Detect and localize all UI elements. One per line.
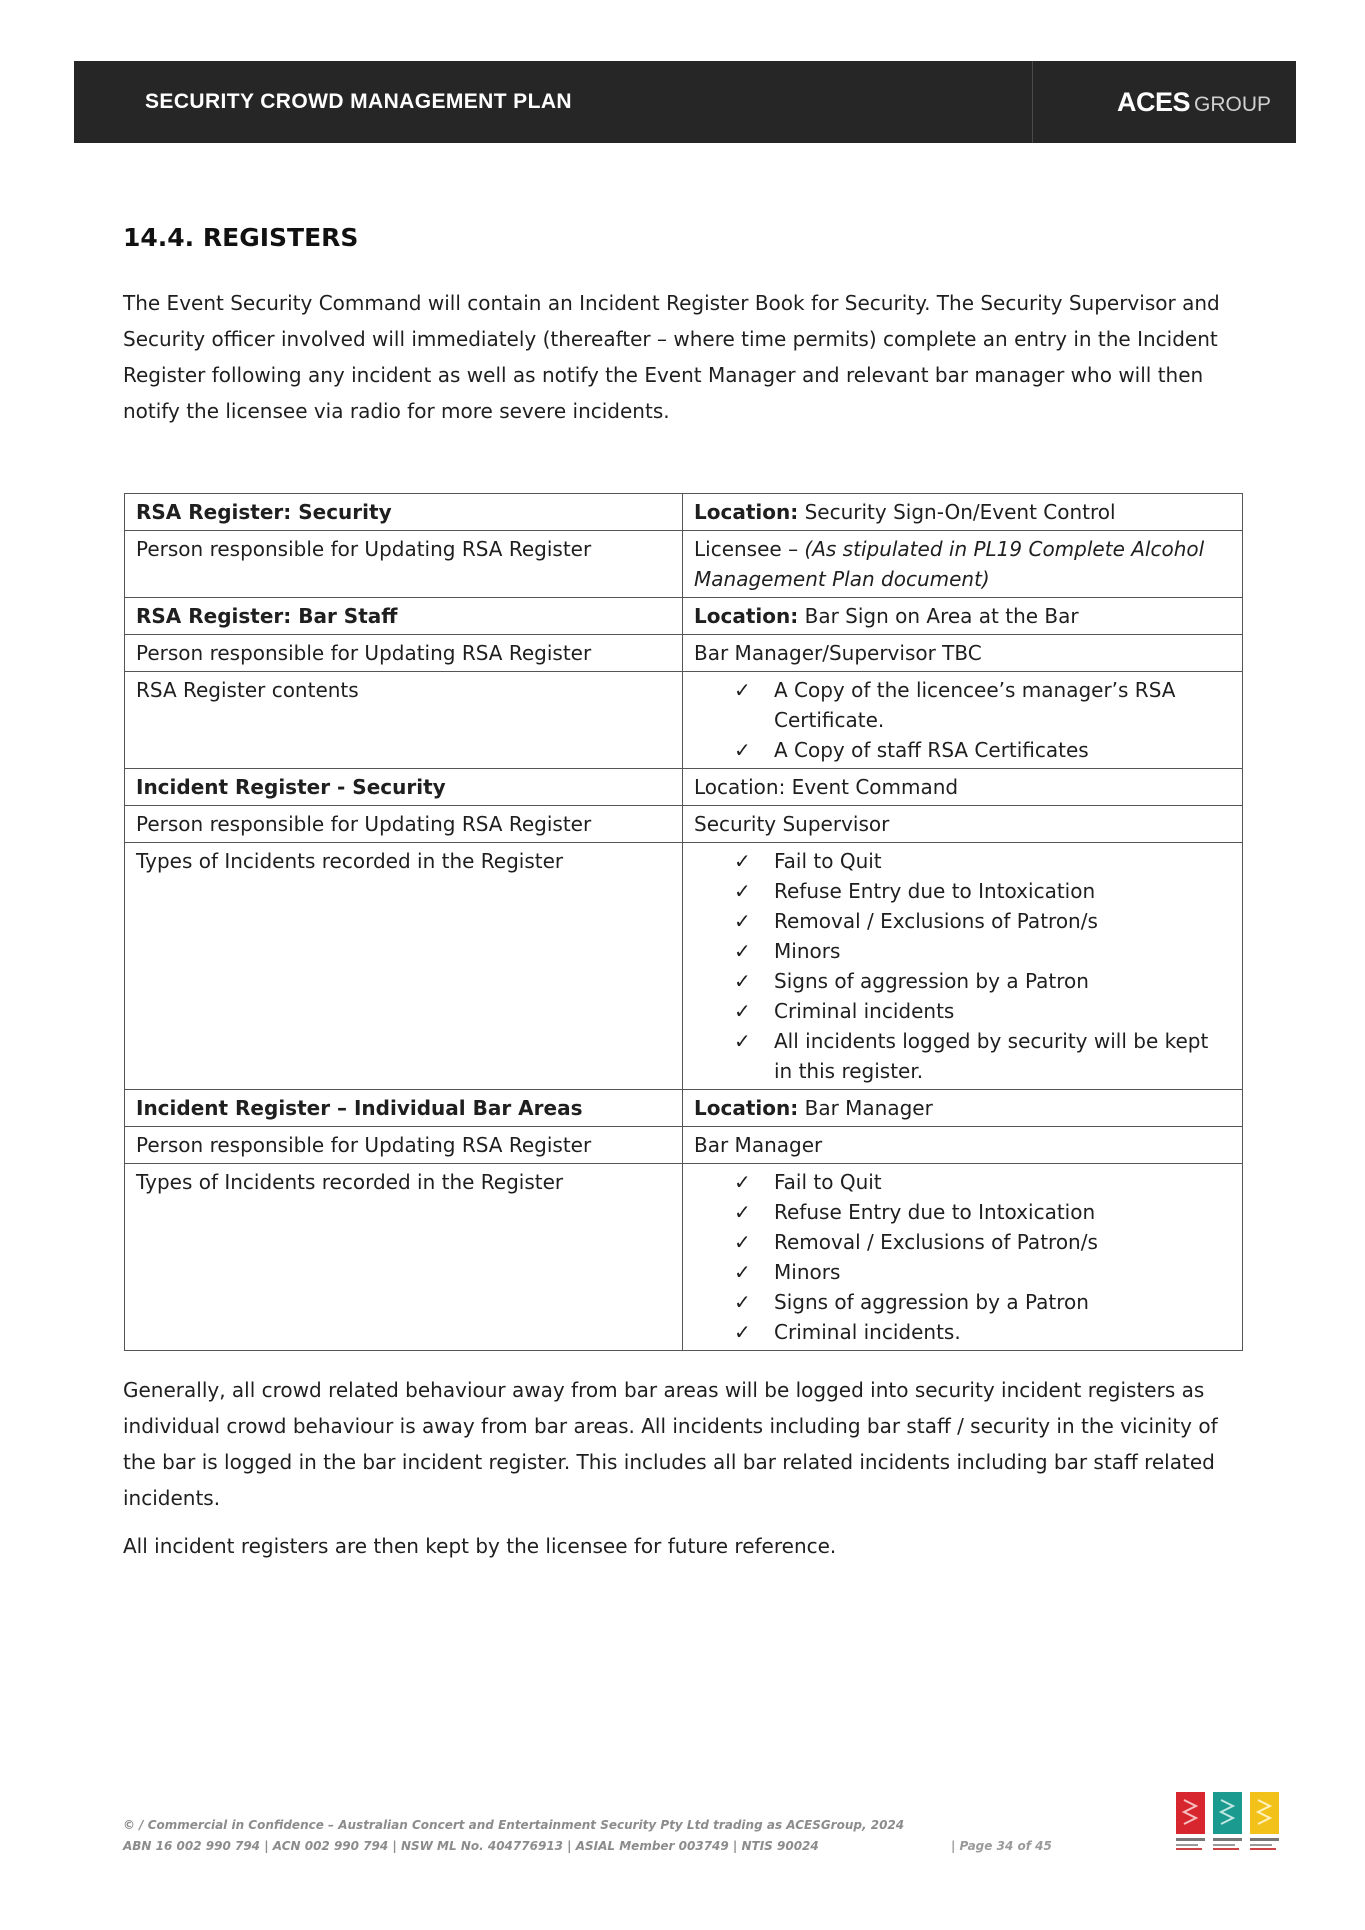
register-label-cell: Person responsible for Updating RSA Register	[125, 635, 683, 672]
checklist-text: Fail to Quit	[774, 849, 882, 873]
checklist-text: Minors	[774, 1260, 841, 1284]
register-value-text: Bar Manager	[798, 1096, 933, 1120]
check-icon: ✓	[734, 909, 751, 933]
list-item	[734, 735, 1231, 765]
table-row	[125, 769, 1243, 806]
check-icon: ✓	[734, 1029, 751, 1053]
register-value-text: Location: Event Command	[694, 775, 959, 799]
check-icon: ✓	[734, 1230, 751, 1254]
register-label-cell: Person responsible for Updating RSA Register	[125, 806, 683, 843]
brand-name-light: GROUP	[1193, 93, 1271, 116]
register-label-cell: Person responsible for Updating RSA Register	[125, 1127, 683, 1164]
table-row	[125, 843, 1243, 1090]
checklist	[694, 675, 1231, 765]
registers-table	[124, 493, 1243, 1351]
table-row	[125, 1127, 1243, 1164]
page-number: | Page 34 of 45	[951, 1839, 1052, 1853]
table-row	[125, 1090, 1243, 1127]
register-value-text: Security Supervisor	[694, 812, 890, 836]
registers-kept-paragraph: All incident registers are then kept by the licensee for future reference.	[123, 1534, 837, 1558]
checklist	[694, 846, 1231, 1086]
checklist-text: Fail to Quit	[774, 1170, 882, 1194]
check-icon: ✓	[734, 849, 751, 873]
check-icon: ✓	[734, 1200, 751, 1224]
company-logo	[1117, 61, 1271, 143]
register-label-cell: RSA Register: Bar Staff	[125, 598, 683, 635]
certification-logos	[1174, 1790, 1282, 1854]
checklist-text: Signs of aggression by a Patron	[774, 969, 1089, 993]
register-value-cell	[683, 598, 1243, 635]
checklist-text: Removal / Exclusions of Patron/s	[774, 909, 1098, 933]
check-icon: ✓	[734, 1290, 751, 1314]
register-value-text: Security Sign-On/Event Control	[798, 500, 1116, 524]
checklist-text: Signs of aggression by a Patron	[774, 1290, 1089, 1314]
register-value-cell	[683, 635, 1243, 672]
register-value-text: Bar Manager	[694, 1133, 823, 1157]
register-value-cell	[683, 531, 1243, 598]
quality-cert-icon	[1176, 1792, 1205, 1834]
safety-cert-icon	[1250, 1792, 1279, 1834]
check-icon: ✓	[734, 678, 751, 702]
table-row	[125, 806, 1243, 843]
environment-cert-icon	[1213, 1792, 1242, 1834]
crowd-behaviour-paragraph: Generally, all crowd related behaviour away from bar areas will be logged into security incident registers as individual crowd behaviour is away from bar areas. All incidents including bar staff / security in the vicinity of the bar is logged in the bar incident register. This includes all bar related incidents including bar staff related incidents.	[123, 1378, 1218, 1510]
register-label-cell: Incident Register – Individual Bar Areas	[125, 1090, 683, 1127]
location-label: Location:	[694, 1096, 799, 1120]
checklist-text: Criminal incidents.	[774, 1320, 961, 1344]
document-title: SECURITY CROWD MANAGEMENT PLAN	[145, 90, 572, 113]
checklist	[694, 1167, 1231, 1347]
list-item	[734, 1167, 1231, 1197]
table-row	[125, 1164, 1243, 1351]
register-value-cell	[683, 1127, 1243, 1164]
list-item	[734, 996, 1231, 1026]
page-header	[74, 61, 1296, 143]
section-heading: 14.4. REGISTERS	[123, 223, 359, 252]
register-value-cell	[683, 806, 1243, 843]
register-label-cell: RSA Register contents	[125, 672, 683, 769]
check-icon: ✓	[734, 969, 751, 993]
register-value-text: Licensee –	[694, 537, 805, 561]
check-icon: ✓	[734, 939, 751, 963]
register-value-cell	[683, 769, 1243, 806]
brand-name-bold: ACES	[1116, 87, 1190, 117]
table-row	[125, 598, 1243, 635]
register-label-cell: RSA Register: Security	[125, 494, 683, 531]
check-icon: ✓	[734, 999, 751, 1023]
footer-registration: ABN 16 002 990 794 | ACN 002 990 794 | NSW ML No. 404776913 | ASIAL Member 003749 | NTIS 90024	[123, 1839, 819, 1853]
register-value-cell	[683, 1090, 1243, 1127]
checklist-text: A Copy of staff RSA Certificates	[774, 738, 1089, 762]
check-icon: ✓	[734, 1170, 751, 1194]
list-item	[734, 1227, 1231, 1257]
table-row	[125, 494, 1243, 531]
register-value-cell	[683, 843, 1243, 1090]
list-item	[734, 1026, 1231, 1086]
register-note-text: (As stipulated in PL19 Complete Alcohol Management Plan document)	[694, 537, 1205, 591]
checklist-text: A Copy of the licencee’s manager’s RSA Certificate.	[774, 678, 1176, 732]
register-value-cell	[683, 1164, 1243, 1351]
register-label-cell: Types of Incidents recorded in the Register	[125, 843, 683, 1090]
list-item	[734, 846, 1231, 876]
list-item	[734, 936, 1231, 966]
checklist-text: Removal / Exclusions of Patron/s	[774, 1230, 1098, 1254]
register-value-cell	[683, 494, 1243, 531]
location-label: Location:	[694, 604, 799, 628]
table-row	[125, 531, 1243, 598]
list-item	[734, 1257, 1231, 1287]
check-icon: ✓	[734, 1320, 751, 1344]
list-item	[734, 1197, 1231, 1227]
list-item	[734, 1287, 1231, 1317]
checklist-text: Refuse Entry due to Intoxication	[774, 1200, 1096, 1224]
check-icon: ✓	[734, 738, 751, 762]
register-label-cell: Person responsible for Updating RSA Register	[125, 531, 683, 598]
check-icon: ✓	[734, 1260, 751, 1284]
checklist-text: All incidents logged by security will be kept in this register.	[774, 1029, 1209, 1083]
checklist-text: Criminal incidents	[774, 999, 955, 1023]
list-item	[734, 966, 1231, 996]
check-icon: ✓	[734, 879, 751, 903]
intro-paragraph: The Event Security Command will contain an Incident Register Book for Security. The Security Supervisor and Security officer involved will immediately (thereafter – where time permits) complete an entry in the Incident Register following any incident as well as notify the Event Manager and relevant bar manager who will then notify the licensee via radio for more severe incidents.	[123, 291, 1220, 423]
table-row	[125, 635, 1243, 672]
register-label-cell: Incident Register - Security	[125, 769, 683, 806]
checklist-text: Minors	[774, 939, 841, 963]
location-label: Location:	[694, 500, 799, 524]
register-label-cell: Types of Incidents recorded in the Register	[125, 1164, 683, 1351]
list-item	[734, 675, 1231, 735]
header-divider	[1032, 61, 1033, 143]
list-item	[734, 876, 1231, 906]
list-item	[734, 906, 1231, 936]
list-item	[734, 1317, 1231, 1347]
table-row	[125, 672, 1243, 769]
register-value-text: Bar Manager/Supervisor TBC	[694, 641, 982, 665]
footer-copyright: © / Commercial in Confidence – Australian Concert and Entertainment Security Pty Ltd trading as ACESGroup, 2024	[123, 1818, 905, 1832]
register-value-cell	[683, 672, 1243, 769]
checklist-text: Refuse Entry due to Intoxication	[774, 879, 1096, 903]
register-value-text: Bar Sign on Area at the Bar	[798, 604, 1079, 628]
